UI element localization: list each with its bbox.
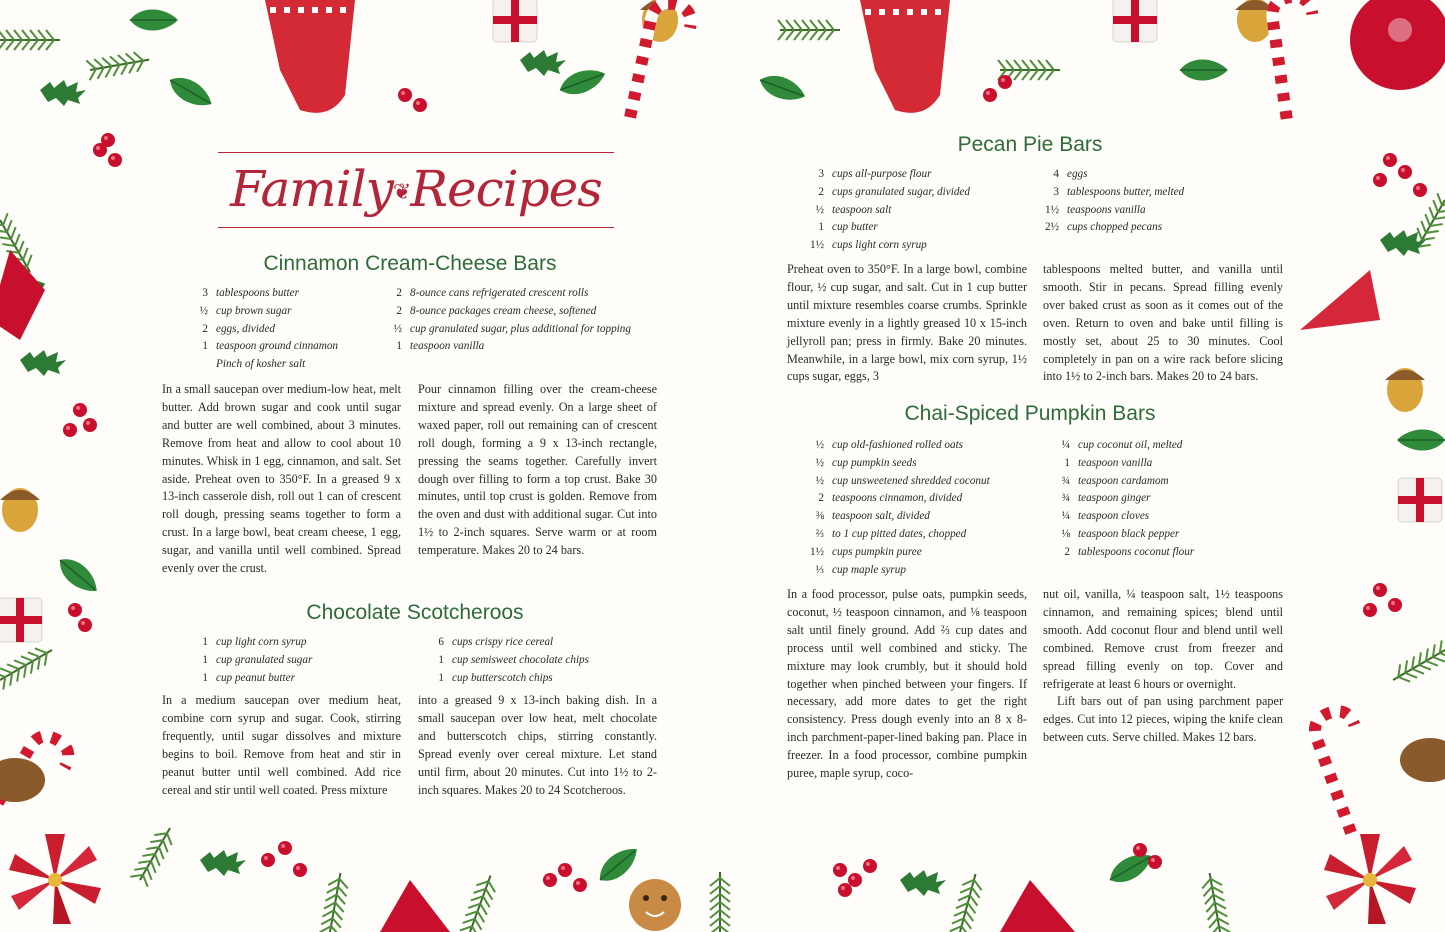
directions-left-pumpkin-bars	[787, 586, 1027, 783]
ingredient-quantity: 2½	[1045, 221, 1059, 234]
directions-right-pumpkin-bars	[1043, 586, 1283, 747]
ingredient-quantity: 3	[1053, 185, 1059, 198]
recipe-title-cinnamon-bars: Cinnamon Cream-Cheese Bars	[263, 252, 557, 275]
recipe-title-scotcheroos: Chocolate Scotcheroos	[306, 601, 524, 624]
ingredient-quantity: ¼	[1061, 439, 1070, 451]
ingredient-item: cup butter	[832, 221, 878, 234]
ingredient-quantity: 2	[818, 492, 824, 505]
ingredient-row	[787, 508, 1194, 526]
ingredient-quantity: 1	[202, 636, 208, 648]
ingredient-quantity: 2	[396, 304, 402, 317]
ingredient-item: tablespoons butter, melted	[1067, 185, 1185, 198]
ingredient-quantity	[162, 356, 208, 374]
directions-paragraph: nut oil, vanilla, ¼ teaspoon salt, 1½ teaspoons cinnamon, and remaining spices; blend until smooth. Add coconut flour and blend until well combined. Remove crust from freezer and spread filling evenly on top. Cover and refrigerate at least 6 hours or overnight.	[1043, 587, 1283, 691]
ingredient-row	[787, 237, 970, 255]
ingredient-quantity: 1	[202, 340, 208, 353]
ingredient-quantity: 3	[818, 168, 824, 180]
ingredient-row	[162, 634, 589, 652]
ingredient-item: cup semisweet chocolate chips	[452, 653, 590, 666]
ingredient-item: cups all-purpose flour	[832, 168, 932, 180]
ingredient-quantity: 1	[818, 221, 824, 234]
ingredient-item: tablespoons coconut flour	[1078, 545, 1195, 558]
ingredient-row	[162, 356, 338, 374]
ingredient-quantity: 1½	[810, 545, 824, 558]
ingredient-item: cups pumpkin puree	[832, 545, 922, 558]
ingredient-row	[787, 490, 1194, 508]
ingredient-row	[787, 219, 1184, 237]
ingredient-row	[162, 303, 631, 321]
ingredients-right-cinnamon-bars	[162, 285, 631, 356]
ingredient-item: teaspoon cloves	[1078, 510, 1150, 523]
ingredient-quantity: 1½	[1045, 203, 1059, 216]
recipe-title-pumpkin-bars: Chai-Spiced Pumpkin Bars	[904, 402, 1156, 425]
ingredient-row	[787, 166, 1184, 184]
ingredient-item: teaspoon cardamom	[1078, 474, 1169, 487]
ingredient-item: teaspoon vanilla	[1078, 456, 1153, 469]
page-title	[218, 152, 614, 228]
recipe-title-pecan-pie-bars: Pecan Pie Bars	[957, 133, 1103, 156]
directions-right-cinnamon-bars	[418, 381, 657, 560]
ingredients-right-pecan-pie-bars	[787, 166, 1184, 237]
ingredient-quantity: ½	[815, 439, 824, 451]
ingredient-item: teaspoons cinnamon, divided	[832, 492, 963, 505]
directions-paragraph: into a greased 9 x 13-inch baking dish. In a small saucepan over low heat, melt chocolate and butterscotch chips, stirring constantly. Spread evenly over cereal mixture. Let stand until firm, about 20 minutes. Cut into 1½ to 2-inch squares. Makes 20 to 24 Scotcheroos.	[418, 693, 657, 797]
ingredient-item: cup coconut oil, melted	[1078, 439, 1183, 451]
directions-paragraph: Preheat oven to 350°F. In a large bowl, combine flour, ½ cup sugar, and salt. Cut in 1 cup butter until mixture resembles coarse crumbs. Sprinkle mixture evenly in a lightly greased 10 x 15-inch jellyroll pan; press in firmly. Bake 20 minutes. Meanwhile, in a large bowl, mix corn syrup, 1½ cups sugar, eggs, 3	[787, 262, 1027, 384]
directions-left-pecan-pie-bars	[787, 261, 1027, 386]
directions-right-scotcheroos	[418, 692, 657, 799]
directions-paragraph: Pour cinnamon filling over the cream-cheese mixture and spread evenly. On a large sheet of waxed paper, roll out remaining can of crescent roll dough, forming a 9 x 13-inch rectangle, pressing the seams together. Carefully invert dough over filling to form a top crust. Bake 30 minutes, until top crust is golden. Remove from the oven and dust with additional sugar. Cut into 1½ to 2-inch squares. Serve warm or at room temperature. Makes 20 to 24 bars.	[418, 382, 657, 558]
ingredient-item: cup butterscotch chips	[452, 671, 553, 684]
directions-left-cinnamon-bars	[162, 381, 401, 578]
ingredient-row	[787, 562, 990, 580]
ingredient-quantity: ½	[199, 304, 208, 317]
ingredient-row	[787, 437, 1194, 455]
directions-paragraph: tablespoons melted butter, and vanilla until smooth. Stir in pecans. Spread filling evenly over baked crust as soon as it comes out of the oven. Return to oven and bake until filling is mostly set, about 25 to 30 minutes. Cool completely in pan on a wire rack before slicing into 1½ to 2-inch bars. Makes 20 to 24 bars.	[1043, 262, 1283, 384]
ingredient-item: to 1 cup pitted dates, chopped	[832, 527, 967, 540]
ingredient-item: 8-ounce cans refrigerated crescent rolls	[410, 287, 589, 299]
ingredient-quantity: ½	[815, 474, 824, 487]
ingredient-item: cup peanut butter	[216, 671, 295, 684]
ingredient-item: teaspoon ground cinnamon	[216, 340, 339, 353]
ingredient-quantity: 2	[1064, 545, 1070, 558]
ingredient-quantity: ⅓	[815, 563, 824, 576]
ingredient-quantity: 1½	[810, 239, 824, 252]
ingredient-quantity: 1	[438, 653, 444, 666]
ingredient-row	[162, 285, 631, 303]
ingredient-row	[787, 184, 1184, 202]
ingredient-item: teaspoons vanilla	[1067, 203, 1146, 216]
ingredient-quantity: ½	[815, 203, 824, 216]
ingredient-item: 8-ounce packages cream cheese, softened	[410, 304, 597, 317]
ingredient-row	[787, 202, 1184, 220]
ingredient-item: cup brown sugar	[216, 304, 292, 317]
ingredient-quantity: 4	[1053, 168, 1059, 180]
directions-paragraph: Lift bars out of pan using parchment paper edges. Cut into 12 pieces, wiping the knife clean between cuts. Serve chilled. Makes 12 bars.	[1043, 694, 1283, 745]
directions-left-scotcheroos	[162, 692, 401, 799]
ingredient-item: cups chopped pecans	[1067, 221, 1163, 234]
ingredient-quantity: ½	[393, 322, 402, 335]
directions-paragraph: In a small saucepan over medium-low heat, melt butter. Add brown sugar and cook until sugar and butter are well combined, about 3 minutes. Remove from heat and allow to cool about 10 minutes. Whisk in 1 egg, cinnamon, and salt. Set aside. Preheat oven to 350°F. In a greased 9 x 13-inch casserole dish, roll out 1 can of crescent roll dough, pressing seams together to form a crust. In a large bowl, beat cream cheese, 1 egg, sugar, and vanilla until well combined. Spread evenly over the crust.	[162, 382, 401, 576]
ingredient-item: cup pumpkin seeds	[832, 456, 917, 469]
ingredient-quantity: 2	[396, 287, 402, 299]
ingredient-item: eggs, divided	[216, 322, 276, 335]
directions-right-pecan-pie-bars	[1043, 261, 1283, 386]
ingredient-row	[787, 544, 1194, 562]
ingredient-item: teaspoon salt	[832, 203, 892, 216]
ingredient-quantity: ⅜	[815, 510, 824, 523]
ingredient-row	[787, 473, 1194, 491]
directions-paragraph: In a food processor, pulse oats, pumpkin seeds, coconut, ½ teaspoon cinnamon, and ⅛ teaspoon salt until finely ground. Add ⅔ cup dates and process until well combined and sticky. The mixture may look crumbly, but it should hold together when pinched between your fingers. If necessary, add more dates to get the right consistency. Press dough evenly into an 8 x 8-inch parchment-paper-lined baking pan. Place in freezer. In a food processor, combine pumpkin puree, maple syrup, coco-	[787, 587, 1027, 781]
ingredient-item: cup granulated sugar, plus additional for topping	[410, 322, 631, 335]
ingredient-quantity: 2	[202, 322, 208, 335]
ingredient-item: cup old-fashioned rolled oats	[832, 439, 964, 451]
ingredient-quantity: 1	[1064, 456, 1070, 469]
ingredient-item: cups granulated sugar, divided	[832, 185, 970, 198]
ingredient-item: cup light corn syrup	[216, 636, 307, 648]
ingredient-row	[162, 670, 589, 688]
ingredient-row	[162, 321, 631, 339]
ingredient-row	[162, 338, 631, 356]
ingredient-item: cup maple syrup	[832, 563, 906, 576]
ingredient-item: Pinch of kosher salt	[216, 358, 306, 371]
directions-paragraph: In a medium saucepan over medium heat, combine corn syrup and sugar. Cook, stirring frequently, until sugar dissolves and mixture begins to boil. Remove from heat and stir in peanut butter until well combined. Add rice cereal and stir until well coated. Press mixture	[162, 693, 401, 797]
ingredient-quantity: 2	[818, 185, 824, 198]
ingredient-quantity: ⅛	[1061, 527, 1070, 540]
ingredient-quantity: ¾	[1061, 474, 1070, 487]
ingredient-row	[787, 526, 1194, 544]
ingredient-item: cup unsweetened shredded coconut	[832, 474, 990, 487]
holly-sprig-icon: ❦	[392, 180, 411, 205]
ingredient-row	[787, 455, 1194, 473]
ingredient-item: eggs	[1067, 168, 1088, 180]
ingredient-quantity: ⅔	[815, 527, 824, 540]
ingredient-item: teaspoon black pepper	[1078, 527, 1180, 540]
ingredient-item: teaspoon ginger	[1078, 492, 1151, 505]
ingredient-item: cups light corn syrup	[832, 239, 927, 252]
ingredient-item: cups crispy rice cereal	[452, 636, 554, 648]
ingredient-row	[162, 652, 589, 670]
ingredients-right-scotcheroos	[162, 634, 589, 687]
page-title-family: Family	[230, 160, 393, 218]
ingredient-quantity: 6	[438, 636, 444, 648]
ingredient-item: cup granulated sugar	[216, 653, 313, 666]
ingredient-quantity: 3	[202, 287, 208, 299]
page-title-recipes: Recipes	[410, 160, 602, 218]
ingredient-quantity: ¾	[1061, 492, 1070, 505]
ingredients-right-pumpkin-bars	[787, 437, 1194, 562]
ingredient-quantity: ½	[815, 456, 824, 469]
ingredient-quantity: 1	[202, 653, 208, 666]
ingredient-quantity: 1	[438, 671, 444, 684]
ingredient-quantity: ¼	[1061, 510, 1070, 523]
ingredient-quantity: 1	[396, 340, 402, 353]
ingredient-item: teaspoon vanilla	[410, 340, 485, 353]
ingredient-quantity: 1	[202, 671, 208, 684]
ingredient-item: tablespoons butter	[216, 287, 299, 299]
ingredient-item: teaspoon salt, divided	[832, 510, 930, 523]
